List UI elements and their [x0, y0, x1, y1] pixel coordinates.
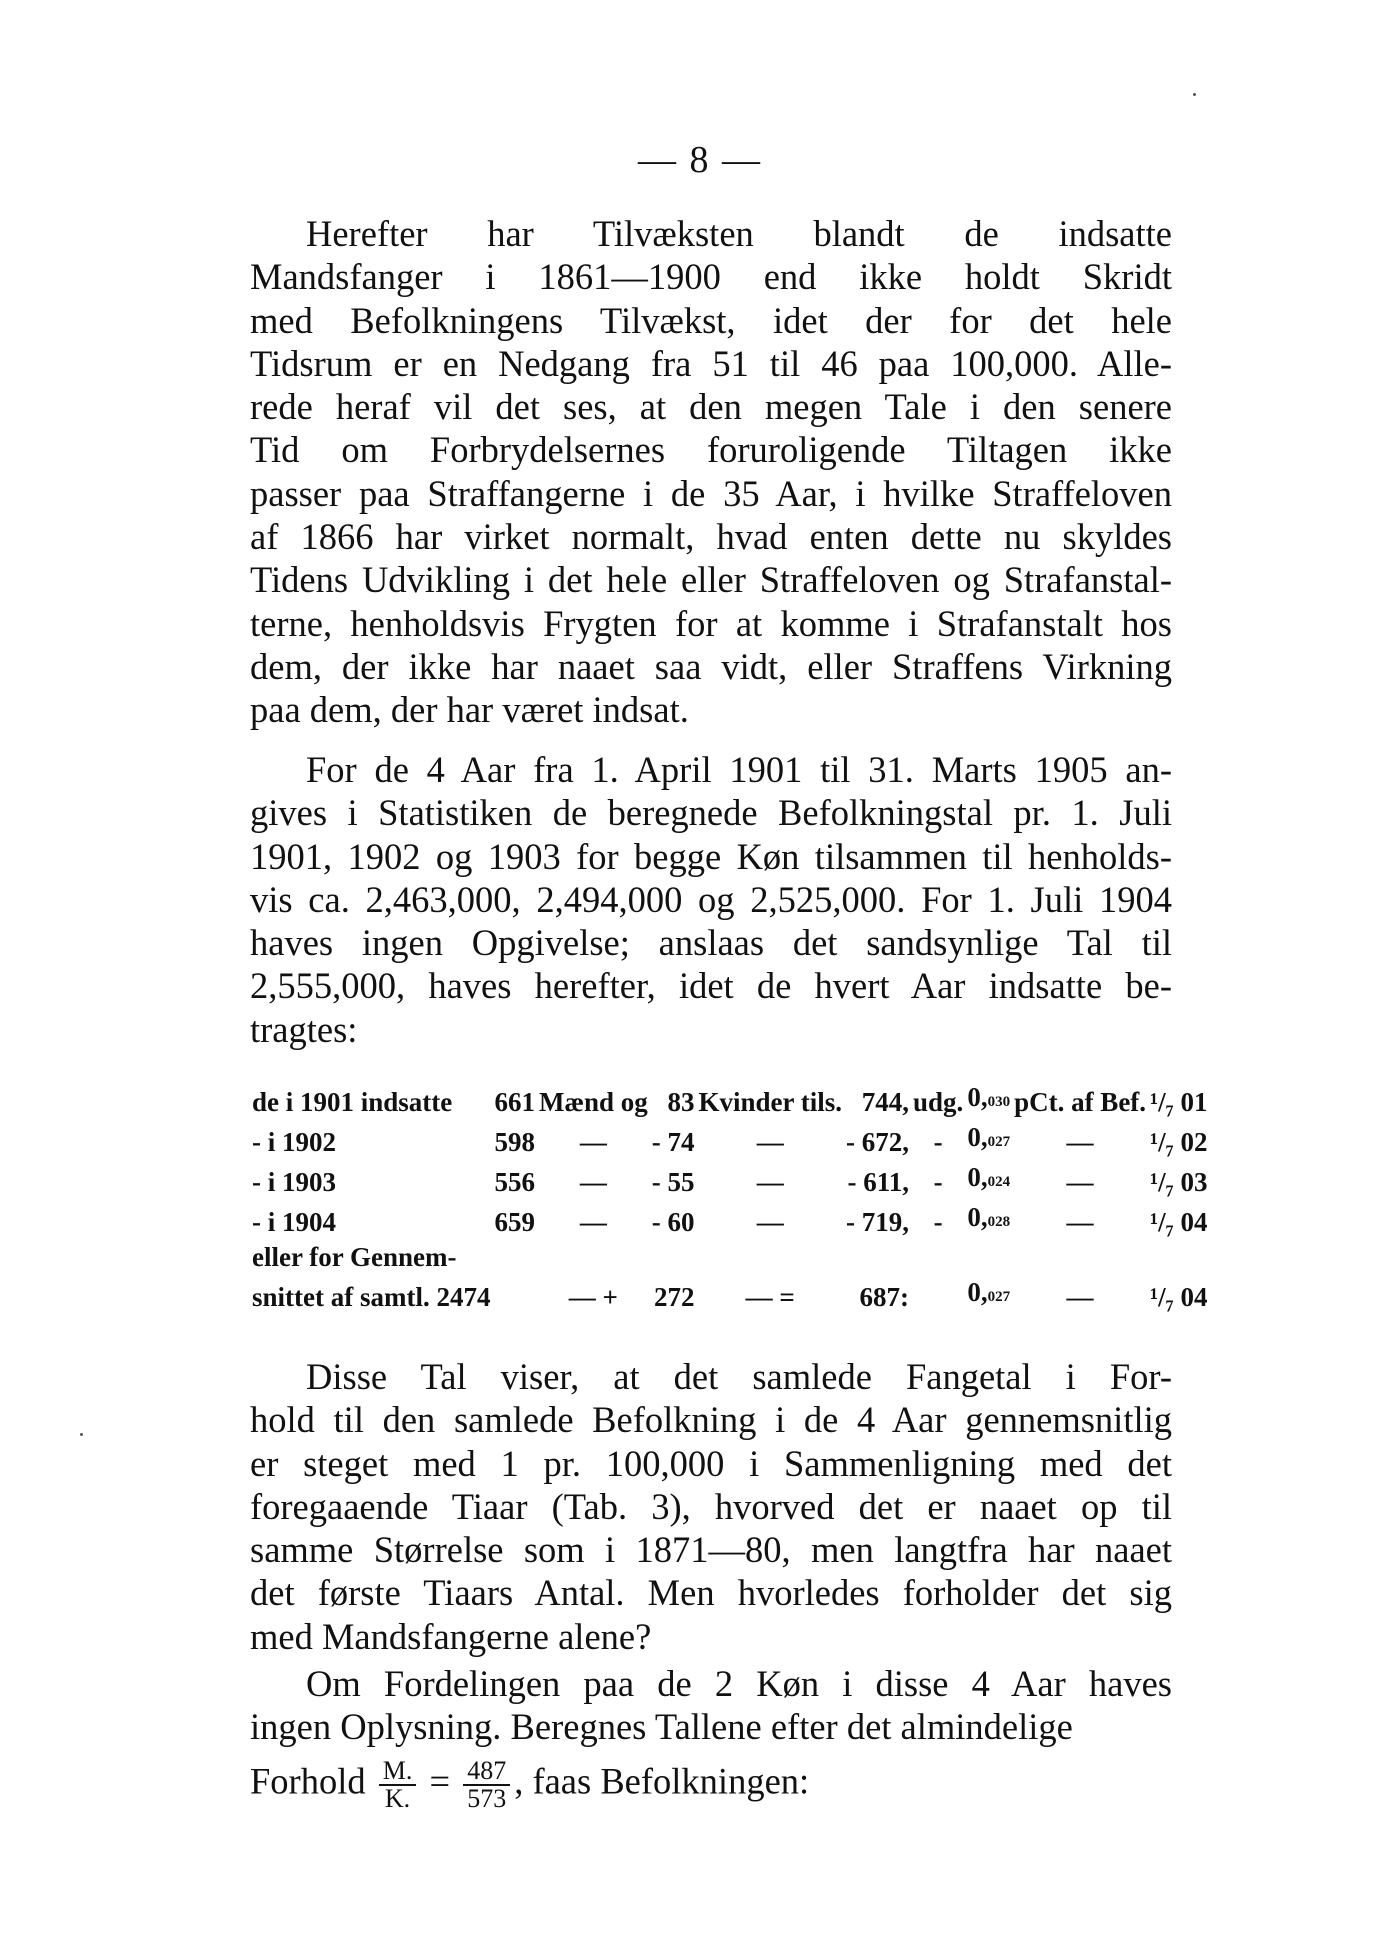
table-cell: -	[933, 1127, 943, 1157]
percent-decimals: 028	[987, 1214, 1011, 1230]
text-line: Tidsrum er en Nedgang fra 51 til 46 paa 100,000. Alle-	[250, 342, 1172, 384]
fraction-denominator: K.	[384, 1784, 411, 1813]
scan-speck	[80, 1433, 83, 1436]
table-cell: 598	[494, 1127, 535, 1157]
percent-value: 0,	[967, 1122, 988, 1152]
fraction-numerator: M.	[379, 1758, 417, 1786]
table-cell: - i 1902	[252, 1127, 336, 1157]
table-cell: ¹/₇ 03	[1150, 1167, 1208, 1197]
table-cell: ¹/₇ 04	[1150, 1207, 1208, 1237]
table-cell	[911, 1275, 965, 1315]
text-line: dem, der ikke har naaet saa vidt, eller Straffens Virkning	[250, 645, 1172, 687]
table-cell: —	[579, 1167, 607, 1197]
text-line: foregaaende Tiaar (Tab. 3), hvorved det er naaet op til	[250, 1485, 1172, 1527]
table-cell	[965, 1160, 1012, 1200]
paragraph-3	[250, 1355, 1172, 1658]
table-cell: —	[579, 1127, 607, 1157]
table-cell: —	[1066, 1282, 1094, 1312]
table-cell: 659	[494, 1207, 535, 1237]
percent-value: 0,	[967, 1202, 988, 1232]
table-cell: 83	[667, 1087, 695, 1117]
table-cell	[965, 1120, 1012, 1160]
table-row	[250, 1080, 1210, 1120]
paragraph-1	[250, 212, 1172, 732]
table-cell: — =	[745, 1282, 795, 1312]
text-line: Tidens Udvikling i det hele eller Straffeloven og Strafanstal-	[250, 559, 1172, 601]
table-cell: —	[1066, 1167, 1094, 1197]
text-line: Herefter har Tilvæksten blandt de indsatte	[306, 213, 1172, 254]
fraction-denominator: 573	[467, 1784, 507, 1813]
formula-suffix: , faas Befolkningen:	[514, 1760, 810, 1802]
table-cell: eller for Gennem-	[252, 1242, 457, 1272]
percent-value: 0,	[967, 1277, 988, 1307]
text-line: terne, henholdsvis Frygten for at komme i Strafanstalt hos	[250, 602, 1172, 644]
paragraph-4	[250, 1662, 1172, 1749]
fraction-numerator: 487	[463, 1758, 510, 1786]
text-line: passer paa Straffangerne i de 35 Aar, i hvilke Straffeloven	[250, 472, 1172, 514]
scan-speck	[1193, 93, 1196, 96]
table-cell: —	[756, 1127, 784, 1157]
table-cell: 661	[494, 1087, 535, 1117]
table-row	[250, 1240, 1210, 1275]
table-row	[250, 1120, 1210, 1160]
paragraph-2	[250, 748, 1172, 1051]
table-cell: — +	[568, 1282, 618, 1312]
formula-line	[250, 1758, 1172, 1818]
table-cell: - 719,	[846, 1207, 910, 1237]
table-cell	[492, 1275, 537, 1315]
text-line: samme Størrelse som i 1871—80, men langtfra har naaet	[250, 1529, 1172, 1571]
text-line: vis ca. 2,463,000, 2,494,000 og 2,525,000. For 1. Juli 1904	[250, 878, 1172, 920]
table-cell: 556	[494, 1167, 535, 1197]
table-cell	[965, 1275, 1012, 1315]
page-number: — 8 —	[638, 139, 762, 181]
text-line: gives i Statistiken de beregnede Befolkningstal pr. 1. Juli	[250, 792, 1172, 834]
table-cell: ¹/₇ 01	[1150, 1087, 1208, 1117]
table-cell: - i 1903	[252, 1167, 336, 1197]
table-cell	[965, 1200, 1012, 1240]
table-cell: ¹/₇ 02	[1150, 1127, 1208, 1157]
equals-sign: =	[429, 1760, 451, 1802]
table-cell: - i 1904	[252, 1207, 336, 1237]
percent-decimals: 024	[987, 1174, 1011, 1190]
prisoner-statistics-table	[250, 1080, 1210, 1315]
text-line: er steget med 1 pr. 100,000 i Sammenligning med det	[250, 1442, 1172, 1484]
table-cell: ¹/₇ 04	[1150, 1282, 1208, 1312]
text-line: haves ingen Opgivelse; anslaas det sandsynlige Tal til	[250, 922, 1172, 964]
text-line: med Mandsfangerne alene?	[250, 1615, 652, 1657]
text-line: det første Tiaars Antal. Men hvorledes forholder det sig	[250, 1572, 1172, 1614]
percent-value: 0,	[967, 1162, 988, 1192]
text-line: ingen Oplysning. Beregnes Tallene efter det almindelige	[250, 1706, 1073, 1748]
table-cell: —	[579, 1207, 607, 1237]
table-cell: - 60	[651, 1207, 695, 1237]
table-row	[250, 1275, 1210, 1315]
text-line: Om Fordelingen paa de 2 Køn i disse 4 Aar haves	[306, 1663, 1172, 1704]
table-cell: de i 1901 indsatte	[252, 1087, 453, 1117]
text-line: med Befolkningens Tilvækst, idet der for det hele	[250, 299, 1172, 341]
table-cell: snittet af samtl. 2474	[252, 1282, 491, 1312]
table-cell: —	[1066, 1127, 1094, 1157]
text-line: Tid om Forbrydelsernes foruroligende Tiltagen ikke	[250, 429, 1172, 471]
fraction-mk	[379, 1758, 417, 1812]
percent-decimals: 030	[987, 1094, 1011, 1110]
text-line: 1901, 1902 og 1903 for begge Køn tilsammen til henholds-	[250, 835, 1172, 877]
percent-value: 0,	[967, 1082, 988, 1112]
table-row	[250, 1200, 1210, 1240]
text-line: For de 4 Aar fra 1. April 1901 til 31. Marts 1905 an-	[306, 749, 1172, 790]
table-cell: —	[756, 1167, 784, 1197]
text-line: Disse Tal viser, at det samlede Fangetal i For-	[306, 1356, 1172, 1397]
table-cell: udg.	[913, 1087, 964, 1117]
table-cell: —	[756, 1207, 784, 1237]
table-cell: - 611,	[847, 1167, 910, 1197]
table-cell: -	[933, 1167, 943, 1197]
formula-prefix: Forhold	[250, 1760, 366, 1802]
text-line: paa dem, der har været indsat.	[250, 689, 689, 731]
text-line: hold til den samlede Befolkning i de 4 Aar gennemsnitlig	[250, 1399, 1172, 1441]
table-cell: pCt. af Bef.	[1014, 1087, 1147, 1117]
table-cell: - 55	[651, 1167, 695, 1197]
percent-decimals: 027	[987, 1289, 1011, 1305]
fraction-ratio	[463, 1758, 510, 1812]
table-row	[250, 1160, 1210, 1200]
table-cell: 687:	[859, 1282, 910, 1312]
table-cell: - 672,	[846, 1127, 910, 1157]
table-cell: Kvinder tils.	[698, 1087, 843, 1117]
text-line: tragtes:	[250, 1008, 358, 1050]
table-cell: 272	[653, 1282, 695, 1312]
table-cell: 744,	[861, 1087, 910, 1117]
text-line: af 1866 har virket normalt, hvad enten dette nu skyldes	[250, 516, 1172, 558]
text-line: 2,555,000, haves herefter, idet de hvert Aar indsatte be-	[250, 965, 1172, 1007]
table-cell: -	[933, 1207, 943, 1237]
table-cell: Mænd og	[538, 1087, 648, 1117]
percent-decimals: 027	[987, 1134, 1011, 1150]
table-cell: —	[1066, 1207, 1094, 1237]
text-line: Mandsfanger i 1861—1900 end ikke holdt Skridt	[250, 256, 1172, 298]
table-cell	[965, 1080, 1012, 1120]
table-cell: - 74	[651, 1127, 695, 1157]
text-line: rede heraf vil det ses, at den megen Tale i den senere	[250, 386, 1172, 428]
